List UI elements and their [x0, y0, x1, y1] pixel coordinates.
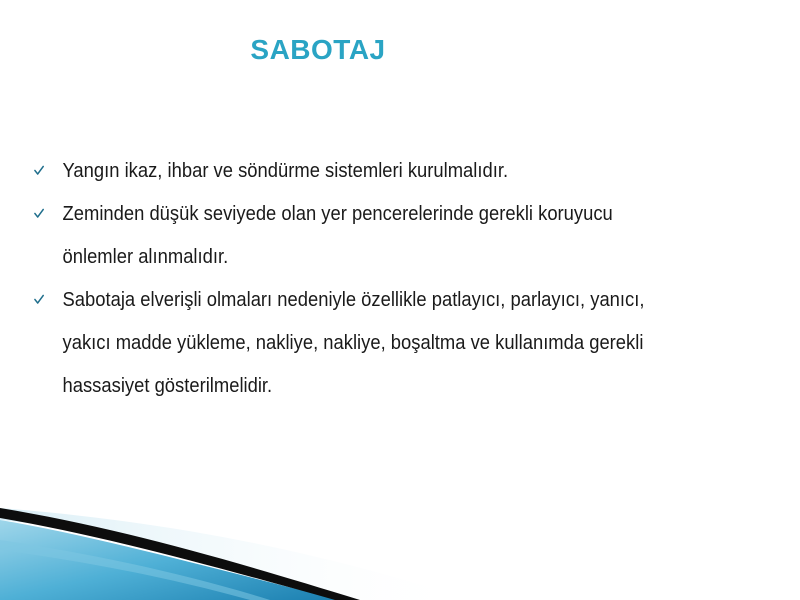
- checkmark-icon: [34, 208, 44, 219]
- bullet-item: [34, 193, 678, 279]
- bullet-item: [34, 279, 678, 408]
- bullet-list: [34, 150, 734, 408]
- bullet-text: Zeminden düşük seviyede olan yer pencerelerinde gerekli koruyucu önlemler alınmalıdır.: [62, 203, 613, 268]
- bullet-text: Sabotaja elverişli olmaları nedeniyle özellikle patlayıcı, parlayıcı, yanıcı, yakıcı madde yükleme, nakliye, nakliye, boşaltma ve kullanımda gerekli hassasiyet gösterilmelidir.: [62, 289, 645, 397]
- slide-title: SABOTAJ: [250, 34, 386, 65]
- bullet-item: [34, 150, 678, 193]
- bullet-text: Yangın ikaz, ihbar ve söndürme sistemleri kurulmalıdır.: [62, 160, 509, 182]
- checkmark-icon: [34, 294, 44, 305]
- checkmark-icon: [34, 165, 44, 176]
